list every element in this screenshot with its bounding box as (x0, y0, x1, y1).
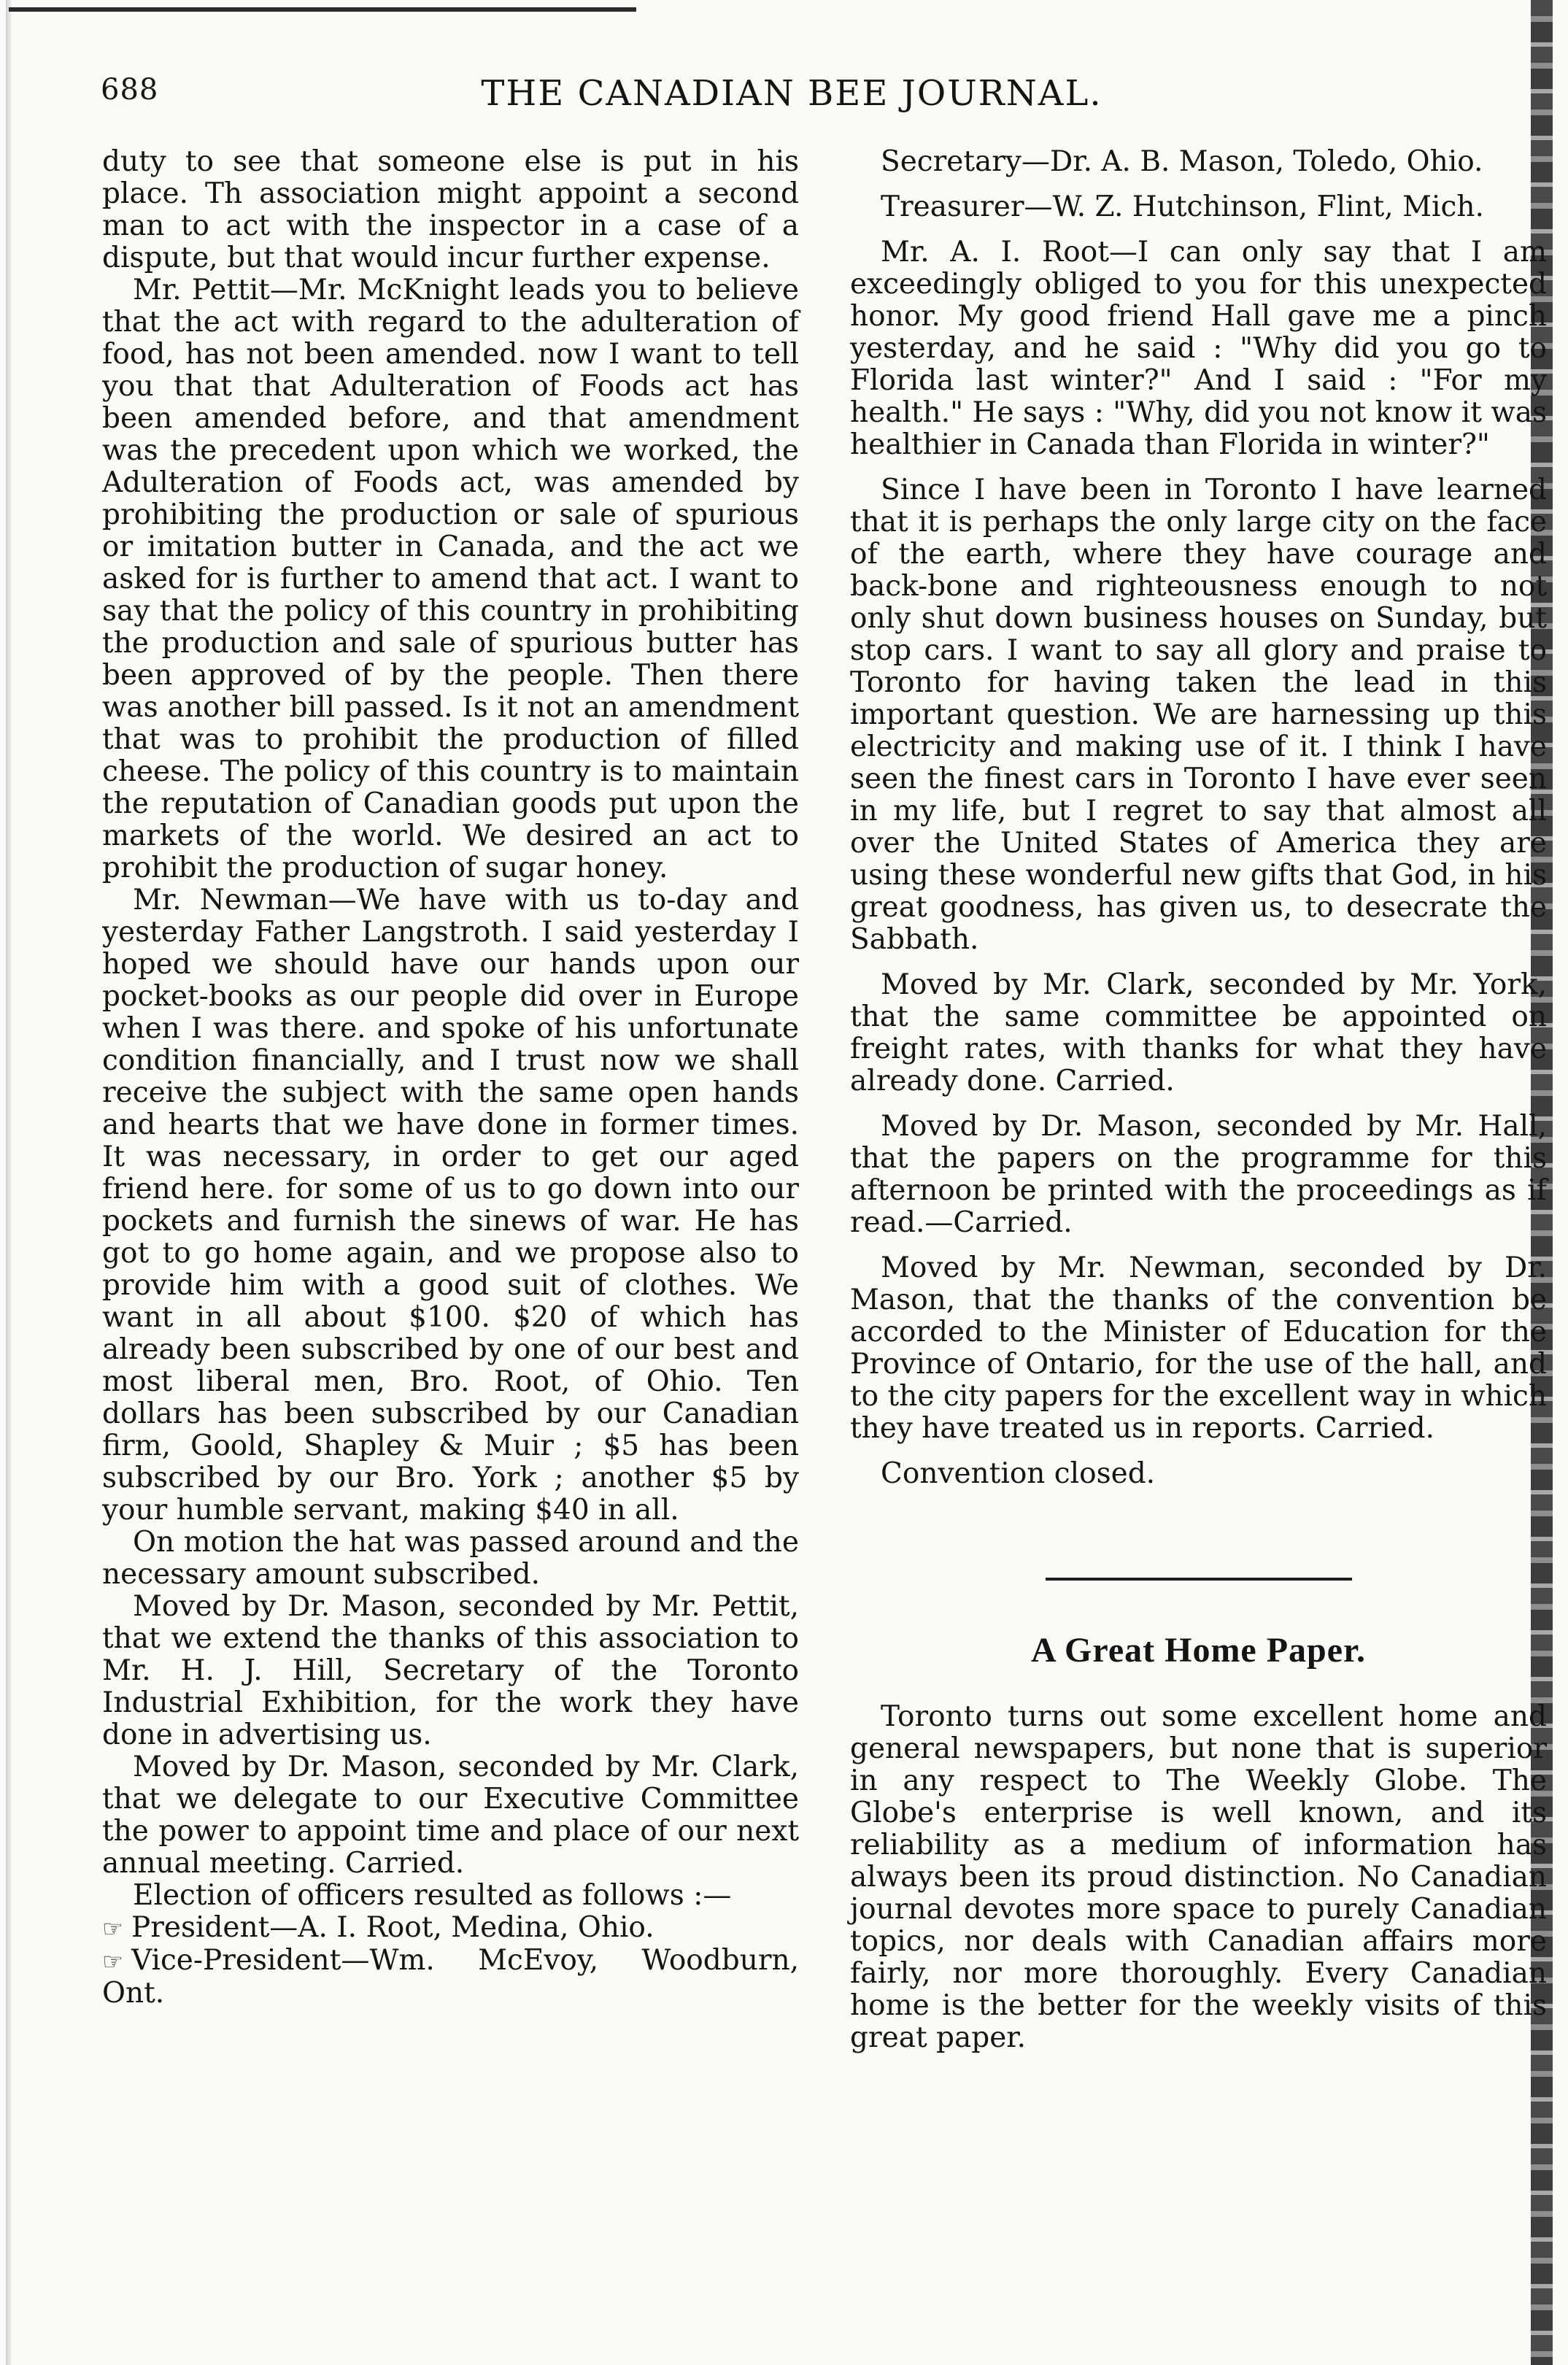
section-heading: A Great Home Paper. (1031, 1631, 1366, 1670)
journal-title: THE CANADIAN BEE JOURNAL. (481, 73, 1102, 114)
officer-president: ☞ President—A. I. Root, Medina, Ohio. (102, 1911, 654, 1944)
paragraph: Moved by Mr. Clark, seconded by Mr. York, that the same committee be appointed on freight rates, with thanks for what they have already done. Carried. (850, 968, 1547, 1097)
paragraph: Since I have been in Toronto I have learned that it is perhaps the only large city on the face of the earth, where they have courage and back-bone and righteousness enough to not only shut down business houses on Sunday, but stop cars. I want to say all glory and praise to Toronto for having taken the lead in this important question. We are harnessing up this electricity and making use of it. I think I have seen the finest cars in Toronto I have ever seen in my life, but I regret to say that almost all over the United States of America they are using these wonderful new gifts that God, in his great goodness, has given us, to desecrate the Sabbath. (850, 474, 1547, 956)
paragraph: Moved by Dr. Mason, seconded by Mr. Hall, that the papers on the programme for this afternoon be printed with the proceedings as if read.—Carried. (850, 1110, 1547, 1239)
paragraph: Convention closed. (881, 1457, 1156, 1490)
paragraph: Mr. Newman—We have with us to-day and yesterday Father Langstroth. I said yesterday I hoped we should have our hands upon our pocket-books as our people did over in Europe when I was there. and spoke of his unfortunate condition financially, and I trust now we shall receive the subject with the same open hands and hearts that we have done in former times. It was necessary, in order to get our aged friend here. for some of us to go down into our pockets and furnish the sinews of war. He has got to go home again, and we propose also to provide him with a good suit of clothes. We want in all about $100. $20 of which has already been subscribed by one of our best and most liberal men, Bro. Root, of Ohio. Ten dollars has been subscribed by our Canadian firm, Goold, Shapley & Muir ; $5 has been subscribed by our Bro. York ; another $5 by your humble servant, making $40 in all. (102, 884, 799, 1527)
officer-vice-president: ☞ Vice-President—Wm. McEvoy, Woodburn, Ont. (102, 1944, 799, 2010)
paragraph: On motion the hat was passed around and the necessary amount subscribed. (102, 1526, 799, 1591)
paragraph: duty to see that someone else is put in his place. Th association might appoint a second man to act with the inspector in a case of a dispute, but that would incur further expense. (102, 145, 799, 274)
paragraph: Moved by Dr. Mason, seconded by Mr. Pettit, that we extend the thanks of this association to Mr. H. J. Hill, Secretary of the Toronto Industrial Exhibition, for the work they have done in advertising us. (102, 1590, 799, 1751)
right-column (850, 146, 1547, 2054)
left-column (102, 146, 799, 2010)
hand-ornament-icon: ☞ (102, 1915, 123, 1942)
paragraph: Mr. Pettit—Mr. McKnight leads you to believe that the act with regard to the adulteration of food, has not been amended. now I want to tell you that that Adulteration of Foods act has been amended before, and that amendment was the precedent upon which we worked, the Adulteration of Foods act, was amended by prohibiting the production or sale of spurious or imitation butter in Canada, and the act we asked for is further to amend that act. I want to say that the policy of this country in prohibiting the production and sale of spurious butter has been approved of by the people. Then there was another bill passed. Is it not an amendment that was to prohibit the production of filled cheese. The policy of this country is to maintain the reputation of Canadian goods put upon the markets of the world. We desired an act to prohibit the production of sugar honey. (102, 274, 799, 884)
paragraph: Moved by Mr. Newman, seconded by Dr. Mason, that the thanks of the convention be accorded to the Minister of Education for the Province of Ontario, for the use of the hall, and to the city papers for the excellent way in which they have treated us in reports. Carried. (850, 1251, 1547, 1445)
section-divider (1046, 1578, 1352, 1581)
page-scan-left-edge (6, 0, 12, 2365)
paragraph: Election of officers resulted as follows :— (133, 1879, 732, 1912)
paragraph: Moved by Dr. Mason, seconded by Mr. Clark, that we delegate to our Executive Committee the power to appoint time and place of our next annual meeting. Carried. (102, 1751, 799, 1880)
paragraph: Mr. A. I. Root—I can only say that I am exceedingly obliged to you for this unexpected honor. My good friend Hall gave me a pinch yesterday, and he said : "Why did you go to Florida last winter?" And I said : "For my health." He says : "Why, did you not know it was healthier in Canada than Florida in winter?" (850, 236, 1547, 461)
section-body: Toronto turns out some excellent home and general newspapers, but none that is superior in any respect to The Weekly Globe. The Globe's enterprise is well known, and its reliability as a medium of information has always been its proud distinction. No Canadian journal devotes more space to purely Canadian topics, nor deals with Canadian affairs more fairly, nor more thoroughly. Every Canadian home is the better for the weekly visits of this great paper. (850, 1700, 1547, 2054)
top-rule (9, 7, 636, 12)
page-header (88, 73, 1496, 117)
page-number: 688 (101, 73, 159, 107)
hand-ornament-icon: ☞ (102, 1948, 123, 1975)
officer-secretary: Secretary—Dr. A. B. Mason, Toledo, Ohio. (881, 145, 1483, 178)
officer-treasurer: Treasurer—W. Z. Hutchinson, Flint, Mich. (881, 190, 1484, 223)
